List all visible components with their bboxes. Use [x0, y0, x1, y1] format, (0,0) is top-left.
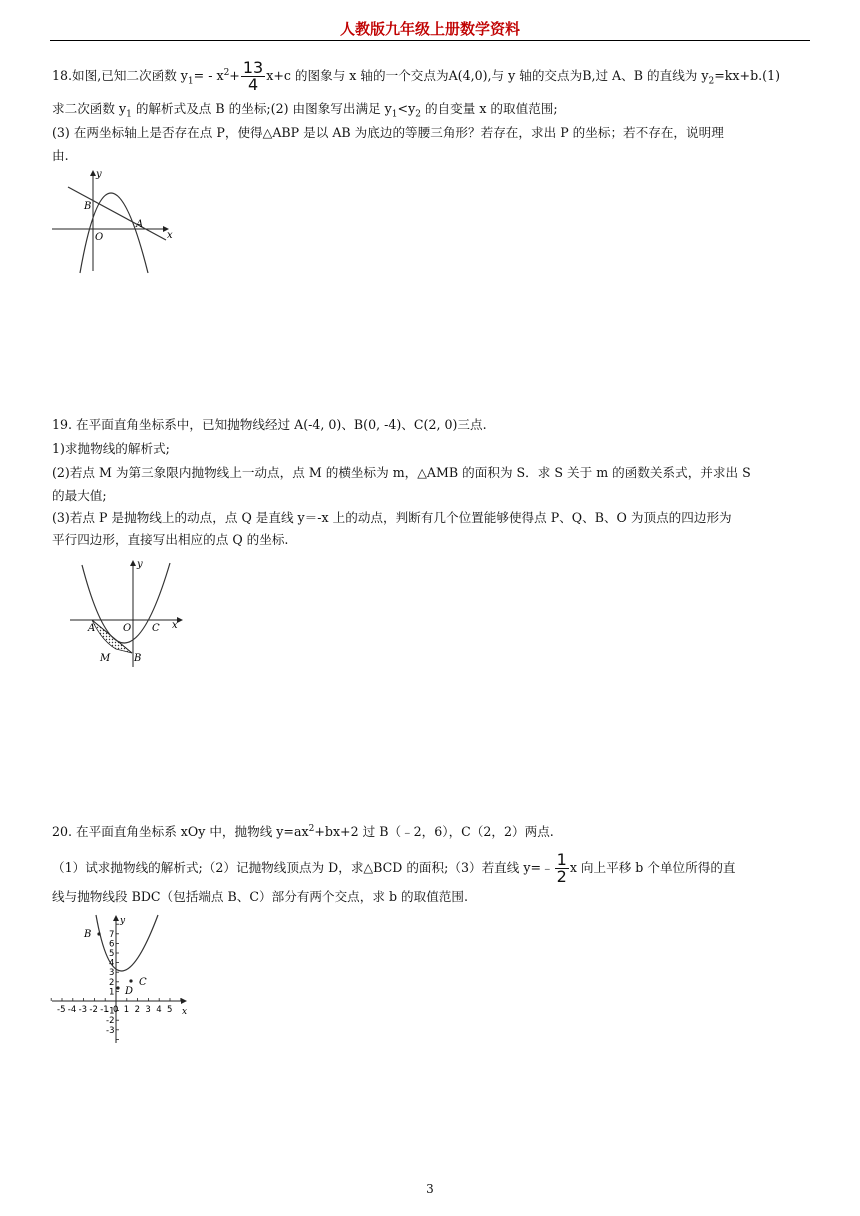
q20-fraction — [555, 852, 569, 885]
point-d — [116, 986, 119, 989]
x-tick-label: 5 — [167, 1005, 173, 1015]
axis-label-x: x — [182, 1007, 188, 1017]
q18-text: 的自变量 x 的取值范围; — [420, 101, 558, 116]
x-tick-label: -1 — [100, 1005, 109, 1015]
x-tick-label: 1 — [123, 1005, 130, 1015]
point-label-m: M — [100, 653, 111, 664]
y-tick-label: 7 — [109, 929, 115, 940]
point-label-a: A — [88, 623, 96, 634]
y-tick-label: -2 — [106, 1016, 115, 1027]
origin-label: O — [123, 623, 132, 634]
x-tick-labels — [57, 1005, 172, 1015]
fraction-denominator: 4 — [247, 75, 259, 94]
point-c — [129, 979, 132, 982]
y-tick-label: 6 — [109, 939, 115, 950]
header-rule — [50, 40, 810, 41]
q18-sub: 1 — [187, 76, 194, 87]
q18-sup: 2 — [223, 67, 230, 78]
q18-sub: 1 — [391, 109, 398, 120]
q18-text: 的解析式及点 B 的坐标;(2) 由图象写出满足 y — [131, 101, 392, 116]
q18-line1 — [52, 60, 812, 93]
x-tick-label: -2 — [89, 1005, 98, 1015]
fraction-numerator: 1 — [556, 850, 567, 869]
fraction-numerator: 13 — [242, 58, 264, 77]
y-tick-label: -3 — [106, 1025, 115, 1036]
axis-label-x: x — [172, 620, 178, 631]
q20-figure — [48, 913, 193, 1048]
q20-text: x 向上平移 b 个单位所得的直 — [569, 860, 736, 875]
x-tick-label: -5 — [57, 1005, 66, 1015]
q18-line2 — [52, 99, 812, 125]
q19-line3: (2)若点 M 为第三象限内抛物线上一动点，点 M 的横坐标为 m，△AMB 的面积为 S．求 S 关于 m 的函数关系式，并求出 S — [52, 465, 751, 480]
point-label-d: D — [125, 986, 134, 997]
axis-label-x: x — [167, 230, 173, 241]
y-tick-label: 4 — [109, 958, 115, 969]
q18-text: = - x — [193, 68, 224, 83]
axis-label-y: y — [96, 169, 102, 180]
point-label-b: B — [134, 653, 142, 664]
q19-figure — [66, 557, 191, 669]
q20-line2 — [52, 852, 812, 885]
y-tick-label: 5 — [109, 949, 115, 959]
q19-line4: 的最大值; — [52, 488, 107, 503]
axis-label-y: y — [120, 916, 126, 926]
fraction-denominator: 2 — [556, 867, 567, 886]
q18-line4: 由. — [52, 148, 69, 163]
y-tick-label: 3 — [109, 968, 115, 979]
q18-fraction — [241, 60, 265, 93]
q18-text: =kx+b.(1) — [714, 68, 780, 83]
y-tick-labels — [106, 930, 114, 1036]
q18-sub: 2 — [708, 76, 715, 87]
parabola-curve — [96, 915, 158, 971]
point-label-b: B — [84, 201, 92, 212]
point-label-c: C — [139, 977, 147, 988]
q18-text: + — [229, 68, 240, 83]
x-tick-label: -3 — [78, 1005, 88, 1015]
q19-line2: 1)求抛物线的解析式; — [52, 441, 170, 456]
q20-text: （1）试求抛物线的解析式;（2）记抛物线顶点为 D，求△BCD 的面积;（3）若直线 y=﹣ — [52, 860, 554, 875]
axis-label-y: y — [137, 559, 143, 570]
q19-line6: 平行四边形，直接写出相应的点 Q 的坐标. — [52, 532, 289, 547]
y-tick-label: 1 — [109, 987, 115, 998]
page-number: 3 — [426, 1182, 434, 1196]
x-tick-label: 0 — [113, 1005, 119, 1015]
q19-line5: (3)若点 P 是抛物线上的动点，点 Q 是直线 y＝-x 上的动点，判断有几个位置能够使得点 P、Q、B、O 为顶点的四边形为 — [52, 510, 732, 525]
x-tick-label: 4 — [156, 1005, 162, 1015]
q19-line1: 19. 在平面直角坐标系中，已知抛物线经过 A(-4, 0)、B(0, -4)、C(2, 0)三点. — [52, 417, 487, 432]
q18-text: <y — [397, 101, 416, 116]
origin-label: O — [95, 232, 104, 243]
q20-text: 20. 在平面直角坐标系 xOy 中，抛物线 y=ax — [52, 824, 309, 840]
point-b — [97, 932, 100, 935]
x-tick-label: 2 — [134, 1005, 141, 1015]
q18-sub: 1 — [126, 109, 132, 120]
q18-figure — [48, 165, 178, 275]
q18-text: x+c 的图象与 x 轴的一个交点为A(4,0),与 y 轴的交点为B,过 A、B 的直线为 y — [266, 68, 709, 83]
q20-line1 — [52, 819, 812, 842]
q20-sup: 2 — [308, 824, 315, 834]
x-tick-label: 3 — [145, 1005, 151, 1015]
y-tick-label: -1 — [106, 1006, 115, 1017]
q20-text: +bx+2 过 B（﹣2，6），C（2，2）两点. — [314, 824, 554, 840]
q18-sub: 2 — [415, 109, 421, 120]
point-label-b: B — [84, 929, 92, 940]
q18-line3: (3) 在两坐标轴上是否存在点 P，使得△ABP 是以 AB 为底边的等腰三角形？若存在，求出 P 的坐标；若不存在，说明理 — [52, 125, 724, 140]
q20-line3: 线与抛物线段 BDC（包括端点 B、C）部分有两个交点，求 b 的取值范围. — [52, 889, 468, 904]
q18-text: 18.如图,已知二次函数 y — [52, 68, 188, 83]
y-tick-label: 2 — [109, 977, 115, 988]
point-label-c: C — [152, 623, 160, 634]
q18-text: 求二次函数 y — [52, 101, 127, 116]
point-label-a: A — [136, 219, 144, 230]
x-tick-label: -4 — [67, 1005, 77, 1015]
page-header: 人教版九年级上册数学资料 — [339, 20, 520, 38]
